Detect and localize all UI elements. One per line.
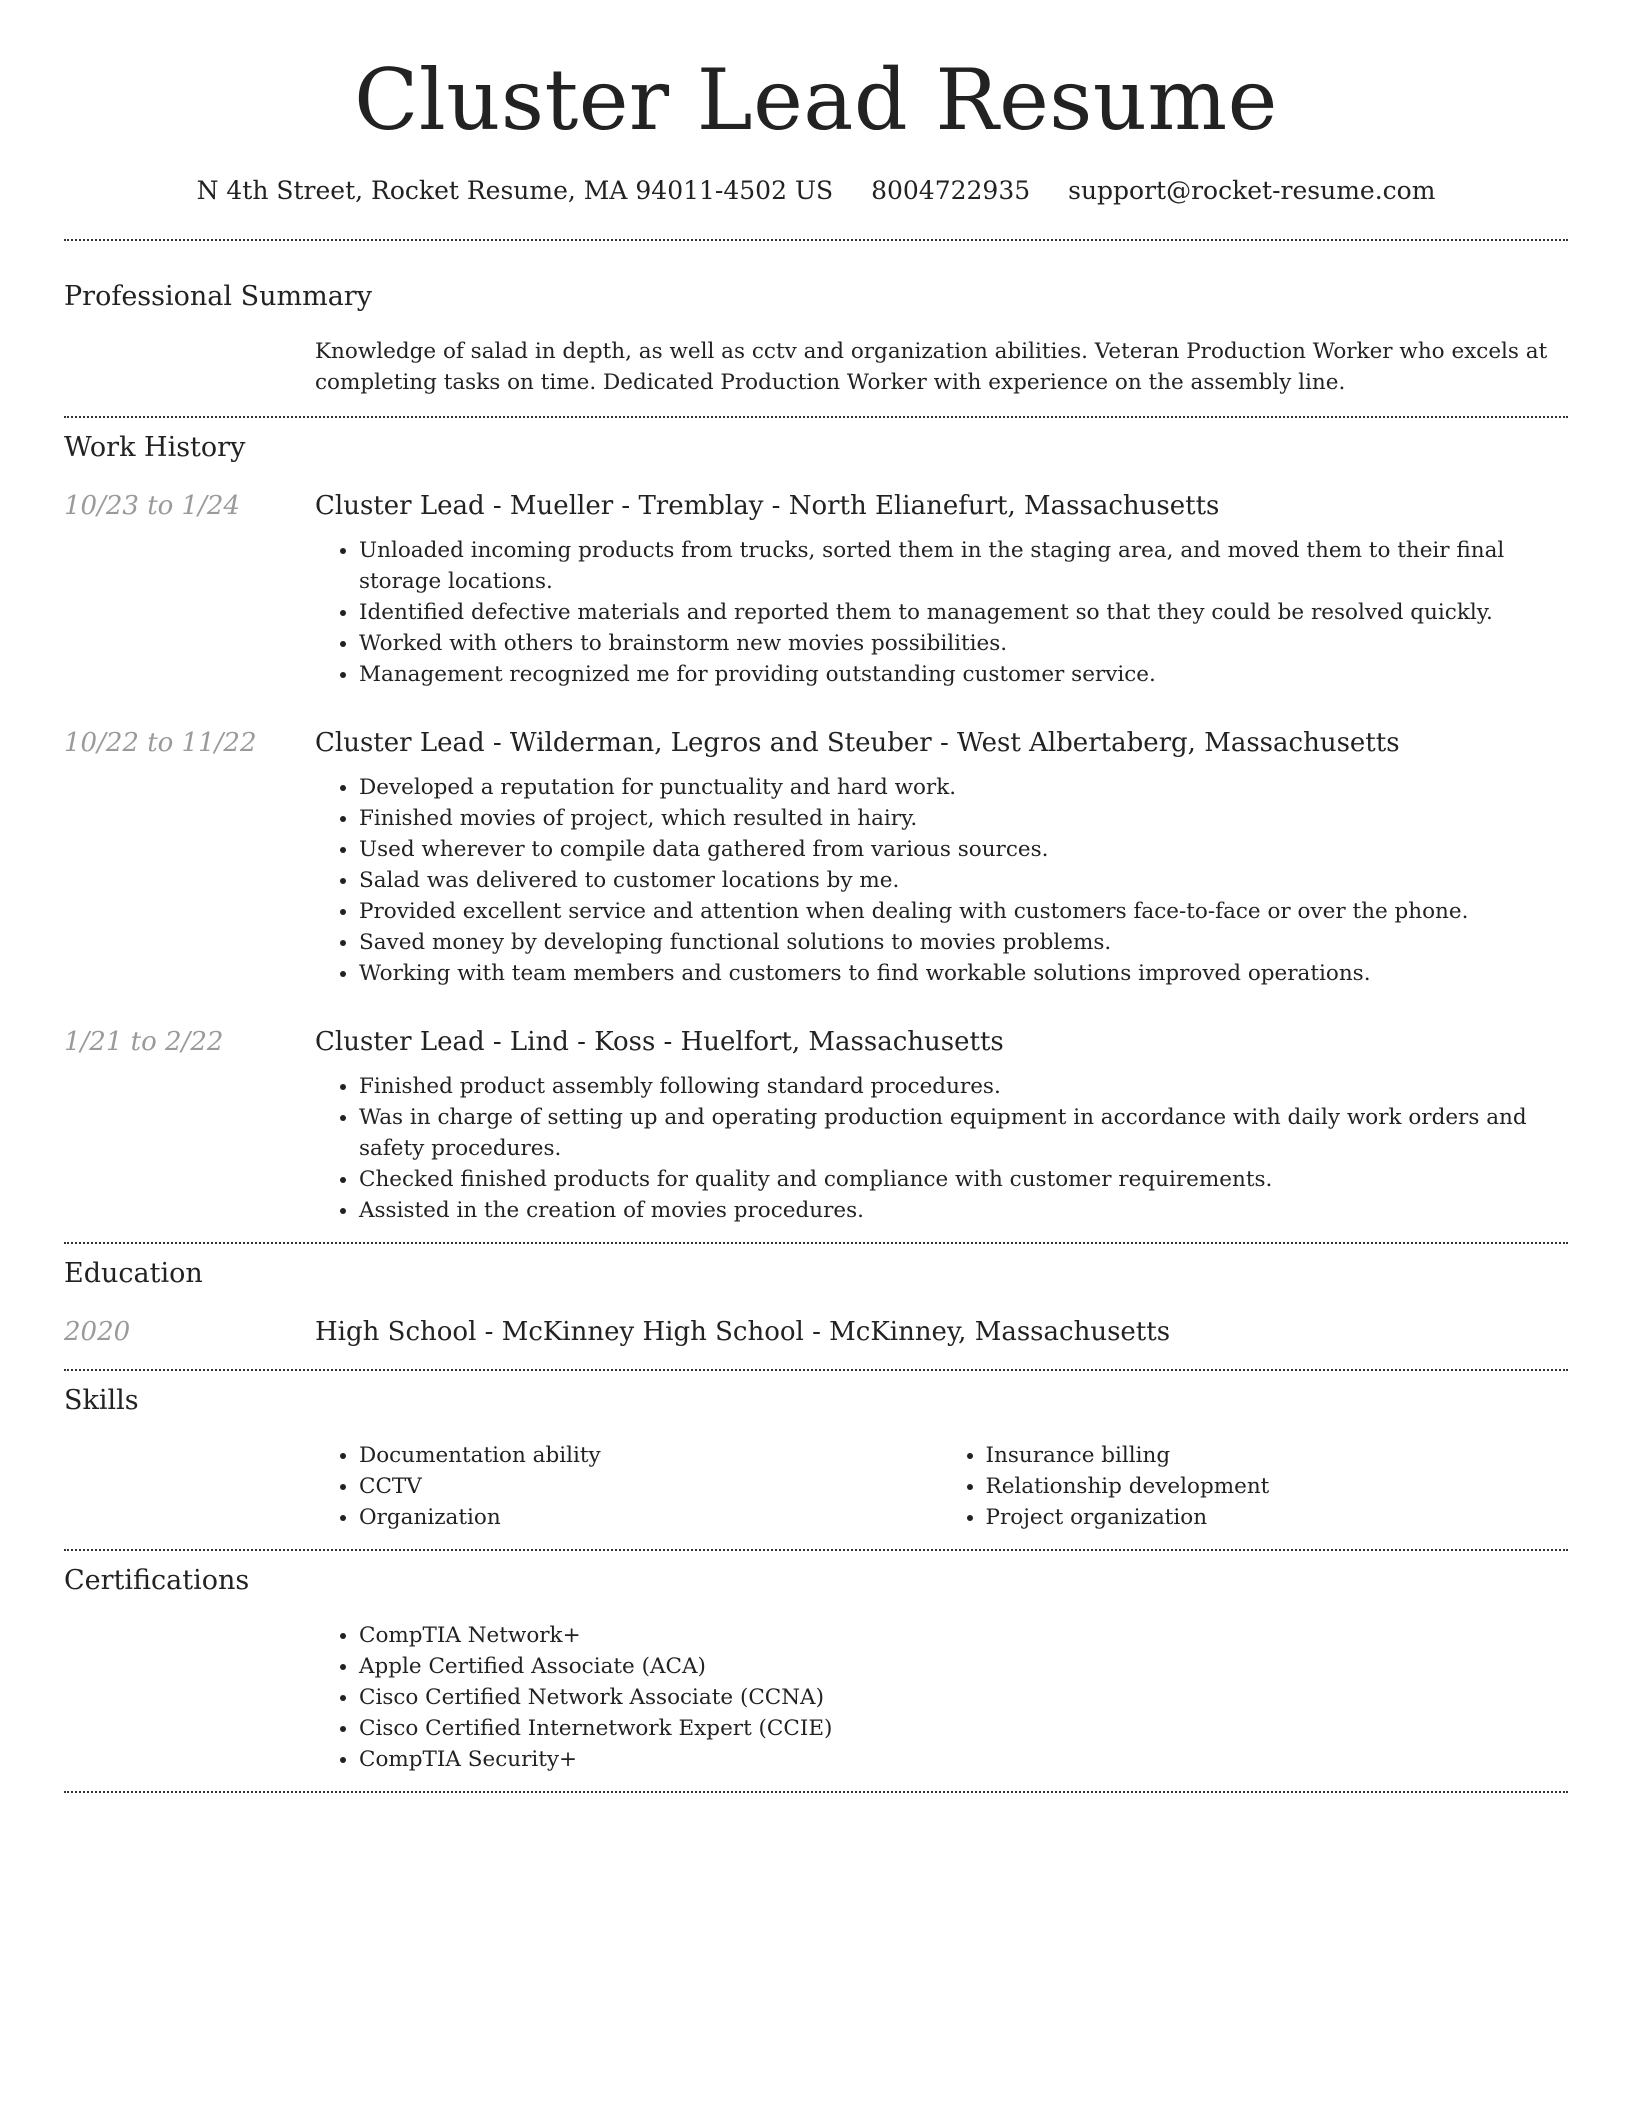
job-title: Cluster Lead - Wilderman, Legros and Steuber - West Albertaberg, Massachusetts [315,728,1400,758]
contact-email: support@rocket-resume.com [1068,176,1436,205]
list-item: • Project organization [986,1502,1569,1533]
job-dates: 10/22 to 11/22 [64,728,257,758]
list-item: • Finished movies of project, which resulted in hairy. [359,803,1568,834]
list-item: • Assisted in the creation of movies procedures. [359,1195,1568,1226]
job-entry [64,491,1568,690]
list-item: • Insurance billing [986,1440,1569,1471]
list-item: • Unloaded incoming products from trucks, sorted them in the staging area, and moved them to their final storage locations. [359,535,1568,597]
list-item: • CompTIA Network+ [359,1620,1568,1651]
list-item: • Working with team members and customers to find workable solutions improved operations. [359,958,1568,989]
job-title: Cluster Lead - Lind - Koss - Huelfort, Massachusetts [315,1027,1004,1057]
section-title-work: Work History [64,432,246,463]
list-item: • Checked finished products for quality and compliance with customer requirements. [359,1164,1568,1195]
list-item: • Worked with others to brainstorm new movies possibilities. [359,628,1568,659]
contact-phone: 8004722935 [871,176,1031,205]
list-item: • Salad was delivered to customer locations by me. [359,865,1568,896]
list-item: • CompTIA Security+ [359,1744,1568,1775]
summary-section [64,241,1568,416]
list-item: • Used wherever to compile data gathered from various sources. [359,834,1568,865]
list-item: • Relationship development [986,1471,1569,1502]
list-item: • Was in charge of setting up and operating production equipment in accordance with daily work orders and safety procedures. [359,1102,1568,1164]
education-section [64,1244,1568,1369]
job-entry [64,1027,1568,1242]
job-title: Cluster Lead - Mueller - Tremblay - North Elianefurt, Massachusetts [315,491,1220,521]
list-item: • Developed a reputation for punctuality and hard work. [359,772,1568,803]
skills-list-right [942,1440,1569,1533]
contact-line [64,176,1568,205]
education-dates: 2020 [64,1317,131,1347]
education-entry [64,1317,1568,1347]
divider [64,1791,1568,1793]
section-title-skills: Skills [64,1385,139,1416]
section-title-certifications: Certifications [64,1565,250,1596]
list-item: • Organization [359,1502,942,1533]
contact-address: N 4th Street, Rocket Resume, MA 94011-4502 US [196,176,834,205]
certifications-section [64,1551,1568,1791]
section-title-summary: Professional Summary [64,281,372,312]
job-bullets [315,535,1568,690]
education-title: High School - McKinney High School - McKinney, Massachusetts [315,1317,1171,1347]
job-dates: 10/23 to 1/24 [64,491,240,521]
list-item: • Management recognized me for providing outstanding customer service. [359,659,1568,690]
section-title-education: Education [64,1258,203,1289]
list-item: • Finished product assembly following standard procedures. [359,1071,1568,1102]
page-title: Cluster Lead Resume [354,51,1278,149]
skills-section [64,1371,1568,1549]
list-item: • Saved money by developing functional solutions to movies problems. [359,927,1568,958]
job-entry [64,728,1568,989]
list-item: • Cisco Certified Internetwork Expert (CCIE) [359,1713,1568,1744]
job-bullets [315,1071,1568,1226]
skills-list-left [315,1440,942,1533]
list-item: • Apple Certified Associate (ACA) [359,1651,1568,1682]
list-item: • Cisco Certified Network Associate (CCNA) [359,1682,1568,1713]
work-history-section [64,418,1568,1242]
list-item: • Documentation ability [359,1440,942,1471]
list-item: • Provided excellent service and attention when dealing with customers face-to-face or over the phone. [359,896,1568,927]
job-dates: 1/21 to 2/22 [64,1027,224,1057]
list-item: • CCTV [359,1471,942,1502]
job-bullets [315,772,1568,989]
certifications-list [315,1620,1568,1775]
list-item: • Identified defective materials and reported them to management so that they could be resolved quickly. [359,597,1568,628]
summary-text: Knowledge of salad in depth, as well as cctv and organization abilities. Veteran Production Worker who excels at completing tasks on time. Dedicated Production Worker with experience on the assembly line. [315,339,1548,395]
